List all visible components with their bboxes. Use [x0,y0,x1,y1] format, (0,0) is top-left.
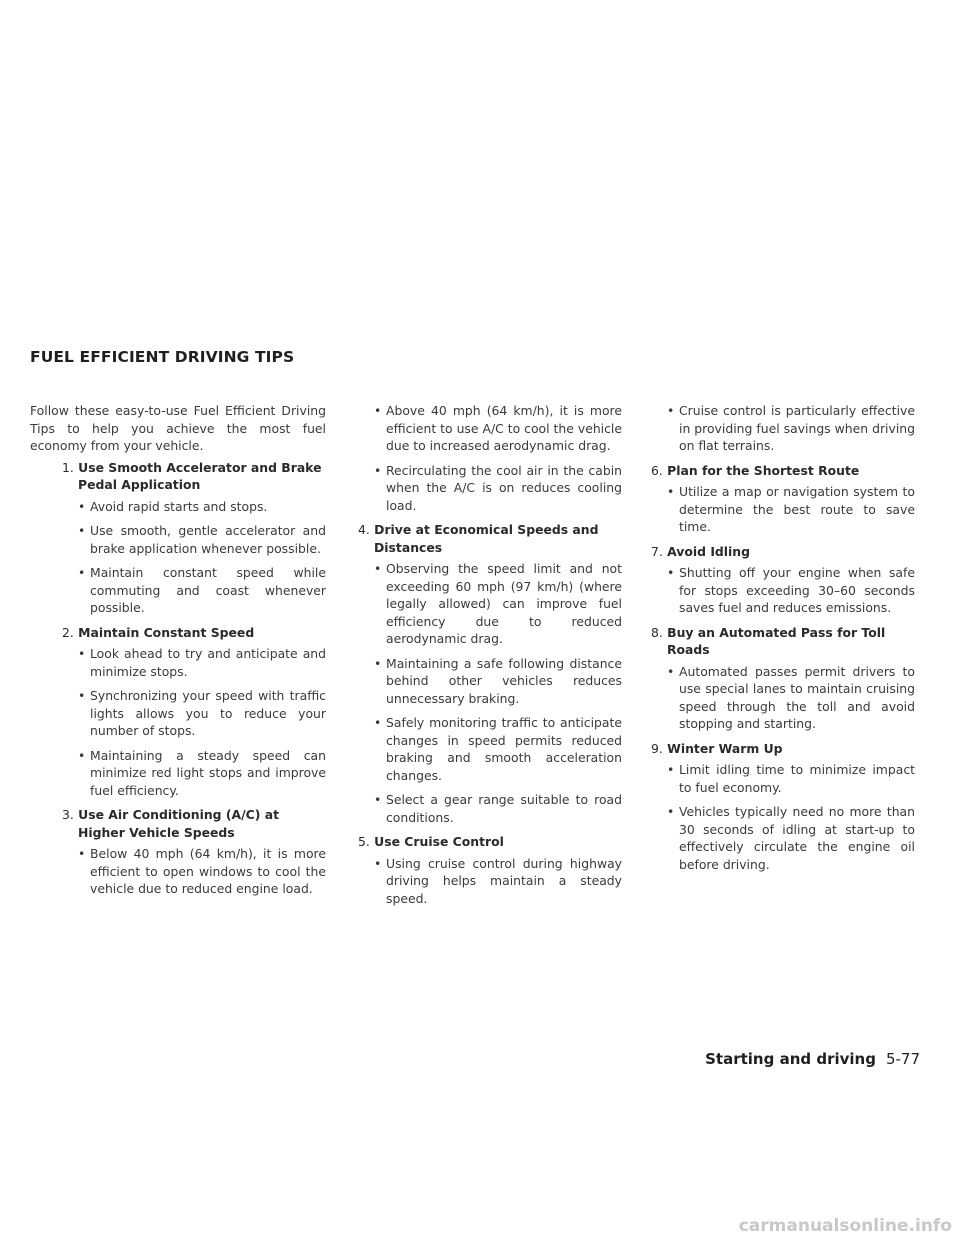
tip-bullet [619,663,915,733]
tip-bullet [30,498,326,516]
tip-heading [619,462,915,480]
bullet-icon: • [374,403,382,418]
tip-heading [30,459,326,494]
tip-item-8 [619,624,915,733]
bullet-icon: • [374,792,382,807]
bullet-icon: • [78,523,86,538]
tip-title: Buy an Automated Pass for Toll Roads [667,624,886,657]
tip-title: Maintain Constant Speed [78,624,255,640]
bullet-text: Vehicles typically need no more than 30 seconds of idling at start-up to effectively circulate the engine oil before driving. [679,804,915,872]
tip-bullet [326,655,622,708]
bullet-text: Safely monitoring traffic to anticipate changes in speed permits reduced braking and smooth acceleration changes. [386,715,622,783]
bullet-text: Maintaining a steady speed can minimize red light stops and improve fuel efficiency. [90,747,326,798]
tip-item-7 [619,543,915,617]
tip-number: 7. [651,543,663,559]
tip-bullet [326,462,622,515]
tip-bullet [326,791,622,826]
tip-title: Use Cruise Control [374,834,504,849]
bullet-icon: • [78,498,86,514]
tip-number: 5. [358,834,370,849]
bullet-text: Automated passes permit drivers to use special lanes to maintain cruising speed through the toll and avoid stopping and starting. [679,663,915,731]
bullet-icon: • [78,688,86,703]
tip-heading [30,624,326,642]
tip-bullet [619,483,915,536]
chapter-title: Starting and driving [705,1050,876,1068]
bullet-text: Utilize a map or navigation system to determine the best route to save time. [679,484,915,534]
tip-number: 2. [62,624,74,640]
bullet-text: Shutting off your engine when safe for stops exceeding 30–60 seconds saves fuel and reduces emissions. [679,565,915,615]
tip-title: Use Smooth Accelerator and Brake Pedal Application [78,459,322,492]
tip-bullet [619,564,915,617]
bullet-text: Synchronizing your speed with traffic lights allows you to reduce your number of stops. [90,688,326,738]
intro-paragraph: Follow these easy-to-use Fuel Efficient Driving Tips to help you achieve the most fuel economy from your vehicle. [30,403,326,453]
bullet-text: Use smooth, gentle accelerator and brake application whenever possible. [90,523,326,556]
tip-bullet [30,687,326,740]
tip-heading [619,740,915,758]
bullet-icon: • [374,715,382,730]
tip-item-2 [30,624,326,800]
tip-heading [326,833,622,851]
tip-number: 6. [651,462,663,478]
bullet-icon: • [667,804,675,819]
tip-item-9 [619,740,915,874]
tip-bullet [326,855,622,908]
bullet-text: Below 40 mph (64 km/h), it is more efficient to open windows to cool the vehicle due to reduced engine load. [90,846,326,896]
tip-bullet [326,714,622,784]
tip-heading [326,521,622,556]
tip-heading [30,806,326,841]
section-title: FUEL EFFICIENT DRIVING TIPS [30,348,295,366]
bullet-text: Avoid rapid starts and stops. [90,498,268,514]
tip-bullet [619,761,915,796]
tip-number: 8. [651,624,663,640]
column-1 [30,402,326,905]
tip-item-3 [30,806,326,898]
bullet-icon: • [374,855,382,871]
bullet-icon: • [374,561,382,576]
tip-bullet [30,645,326,680]
bullet-text: Select a gear range suitable to road conditions. [386,792,622,825]
bullet-icon: • [374,655,382,671]
tip-number: 4. [358,522,370,537]
bullet-icon: • [667,565,675,580]
tip-title: Avoid Idling [667,543,750,559]
tip-heading [619,543,915,561]
tip-number: 1. [62,459,74,475]
tip-bullet [326,560,622,648]
tip-item-4 [326,521,622,826]
bullet-icon: • [667,403,675,418]
tip-item-5 [326,833,622,907]
tip-bullet [619,803,915,873]
bullet-icon: • [78,646,86,661]
tip-bullet [30,522,326,557]
bullet-icon: • [667,663,675,679]
column-2 [326,402,622,914]
tip-title: Drive at Economical Speeds and Distances [374,522,599,555]
bullet-text: Recirculating the cool air in the cabin when the A/C is on reduces cooling load. [386,462,622,513]
bullet-text: Maintaining a safe following distance behind other vehicles reduces unnecessary braking. [386,655,622,706]
bullet-icon: • [667,484,675,499]
tip-number: 3. [62,807,74,822]
tip-title: Winter Warm Up [667,740,783,756]
bullet-icon: • [78,747,86,763]
watermark: carmanualsonline.info [738,1216,952,1236]
page-footer [705,1050,920,1068]
tip-title: Use Air Conditioning (A/C) at Higher Vehicle Speeds [78,807,280,840]
tip-heading [619,624,915,659]
bullet-text: Maintain constant speed while commuting and coast whenever possible. [90,565,326,615]
bullet-text: Observing the speed limit and not exceeding 60 mph (97 km/h) (where legally allowed) can improve fuel efficiency due to reduced aerodynamic drag. [386,561,622,646]
column-3 [619,402,915,880]
bullet-icon: • [78,846,86,861]
bullet-icon: • [78,565,86,580]
tip-item-6 [619,462,915,536]
tip-bullet [30,845,326,898]
tip-bullet [326,402,622,455]
bullet-text: Limit idling time to minimize impact to fuel economy. [679,762,915,795]
tip-bullet [30,747,326,800]
tip-title: Plan for the Shortest Route [667,462,860,478]
bullet-text: Cruise control is particularly effective in providing fuel savings when driving on flat terrains. [679,403,915,453]
bullet-text: Above 40 mph (64 km/h), it is more efficient to use A/C to cool the vehicle due to increased aerodynamic drag. [386,403,622,453]
bullet-text: Look ahead to try and anticipate and minimize stops. [90,646,326,679]
page-number: 5-77 [885,1050,920,1068]
tip-bullet [30,564,326,617]
tip-bullet [619,402,915,455]
tip-number: 9. [651,740,663,756]
tip-item-1 [30,459,326,617]
bullet-icon: • [374,462,382,478]
bullet-icon: • [667,762,675,777]
bullet-text: Using cruise control during highway driving helps maintain a steady speed. [386,855,622,906]
